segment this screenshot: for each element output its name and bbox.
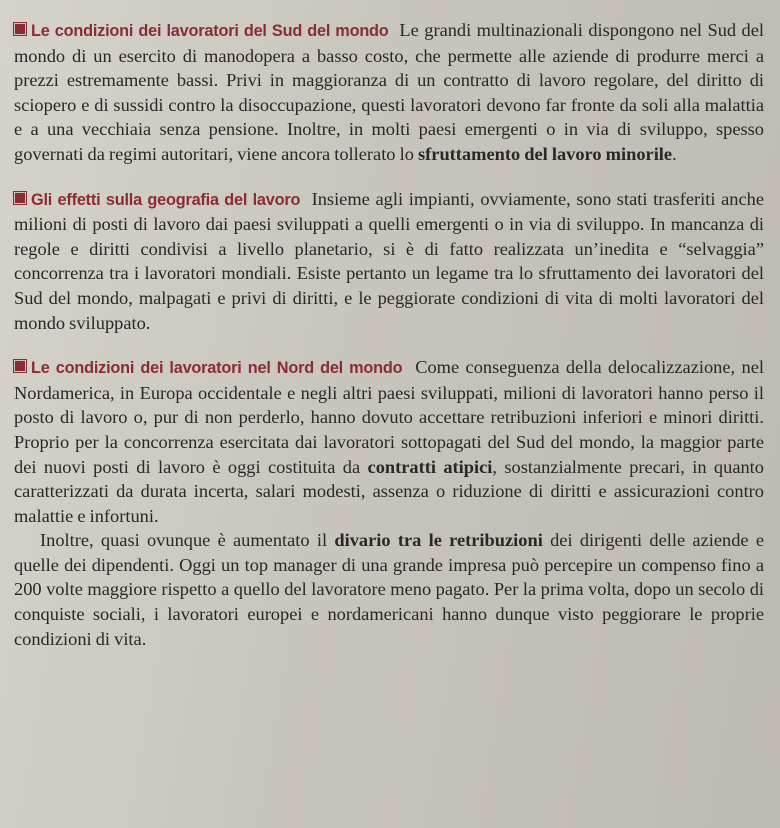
paragraph <box>14 18 764 167</box>
section-work-geography <box>14 187 764 336</box>
square-bullet-icon <box>14 192 26 204</box>
body-text: Inoltre, quasi ovunque è aumentato il <box>40 530 335 551</box>
body-text: Le grandi multinazionali dispongono nel Sud del mondo di un esercito di manodopera a basso costo, che permette alle aziende di produrre merci a prezzi estremamente bassi. Privi in maggioranza di un contratto di lavoro regolare, del diritto di sciopero e di sussidi contro la disoccupazione, questi lavoratori devono far fronte da soli alla malattia e a una vecchiaia senza pensione. Inoltre, in molti paesi emergenti o in via di sviluppo, spesso governati da regimi autoritari, viene ancora tollerato lo <box>14 20 764 164</box>
bold-term: divario tra le retribuzioni <box>334 530 543 551</box>
body-text: . <box>672 143 677 164</box>
square-bullet-icon <box>14 360 26 372</box>
section-heading: Gli effetti sulla geografia del lavoro <box>31 190 301 209</box>
paragraph <box>14 355 764 528</box>
body-text: , sostanzialmente precari, in quanto caratterizzati da durata incerta, salari modesti, assenza o riduzione di diritti e assicurazioni contro malattie e infortuni. <box>14 456 764 526</box>
paragraph <box>14 187 764 336</box>
section-south-workers <box>14 18 764 167</box>
square-bullet-icon <box>14 23 26 35</box>
section-heading: Le condizioni dei lavoratori nel Nord del mondo <box>31 359 403 378</box>
paragraph <box>14 528 764 651</box>
section-heading: Le condizioni dei lavoratori del Sud del mondo <box>31 22 389 40</box>
bold-term: contratti atipici <box>367 456 493 477</box>
section-north-workers <box>14 355 764 651</box>
body-text: Insieme agli impianti, ovviamente, sono stati trasferiti anche milioni di posti di lavoro dai paesi sviluppati a quelli emergenti o in via di sviluppo. In mancanza di regole e diritti condivisi a livello planetario, si è di fatto realizzata un’inedita e “selvaggia” concorrenza tra i lavoratori mondiali. Esiste pertanto un legame tra lo sfruttamento dei lavoratori del Sud del mondo, malpagati e privi di diritti, e le peggiorate condizioni di vita di molti lavoratori del mondo sviluppato. <box>14 188 764 333</box>
body-text: dei dirigenti delle aziende e quelle dei dipendenti. Oggi un top manager di una grande impresa può percepire un compenso fino a 200 volte maggiore rispetto a quello del lavoratore meno pagato. Per la prima volta, dopo un secolo di conquiste sociali, i lavoratori europei e nordamericani hanno dunque visto peggiorare le proprie condizioni di vita. <box>14 530 764 649</box>
body-text: Come conseguenza della delocalizzazione, nel Nordamerica, in Europa occidentale e negli altri paesi sviluppati, milioni di lavoratori hanno perso il posto di lavoro o, pur di non perderlo, hanno dovuto accettare retribuzioni inferiori e minori diritti. Proprio per la concorrenza esercitata dai lavoratori sottopagati del Sud del mondo, la maggior parte dei nuovi posti di lavoro è oggi costituita da <box>14 357 765 477</box>
bold-term: sfruttamento del lavoro minorile <box>418 143 673 164</box>
